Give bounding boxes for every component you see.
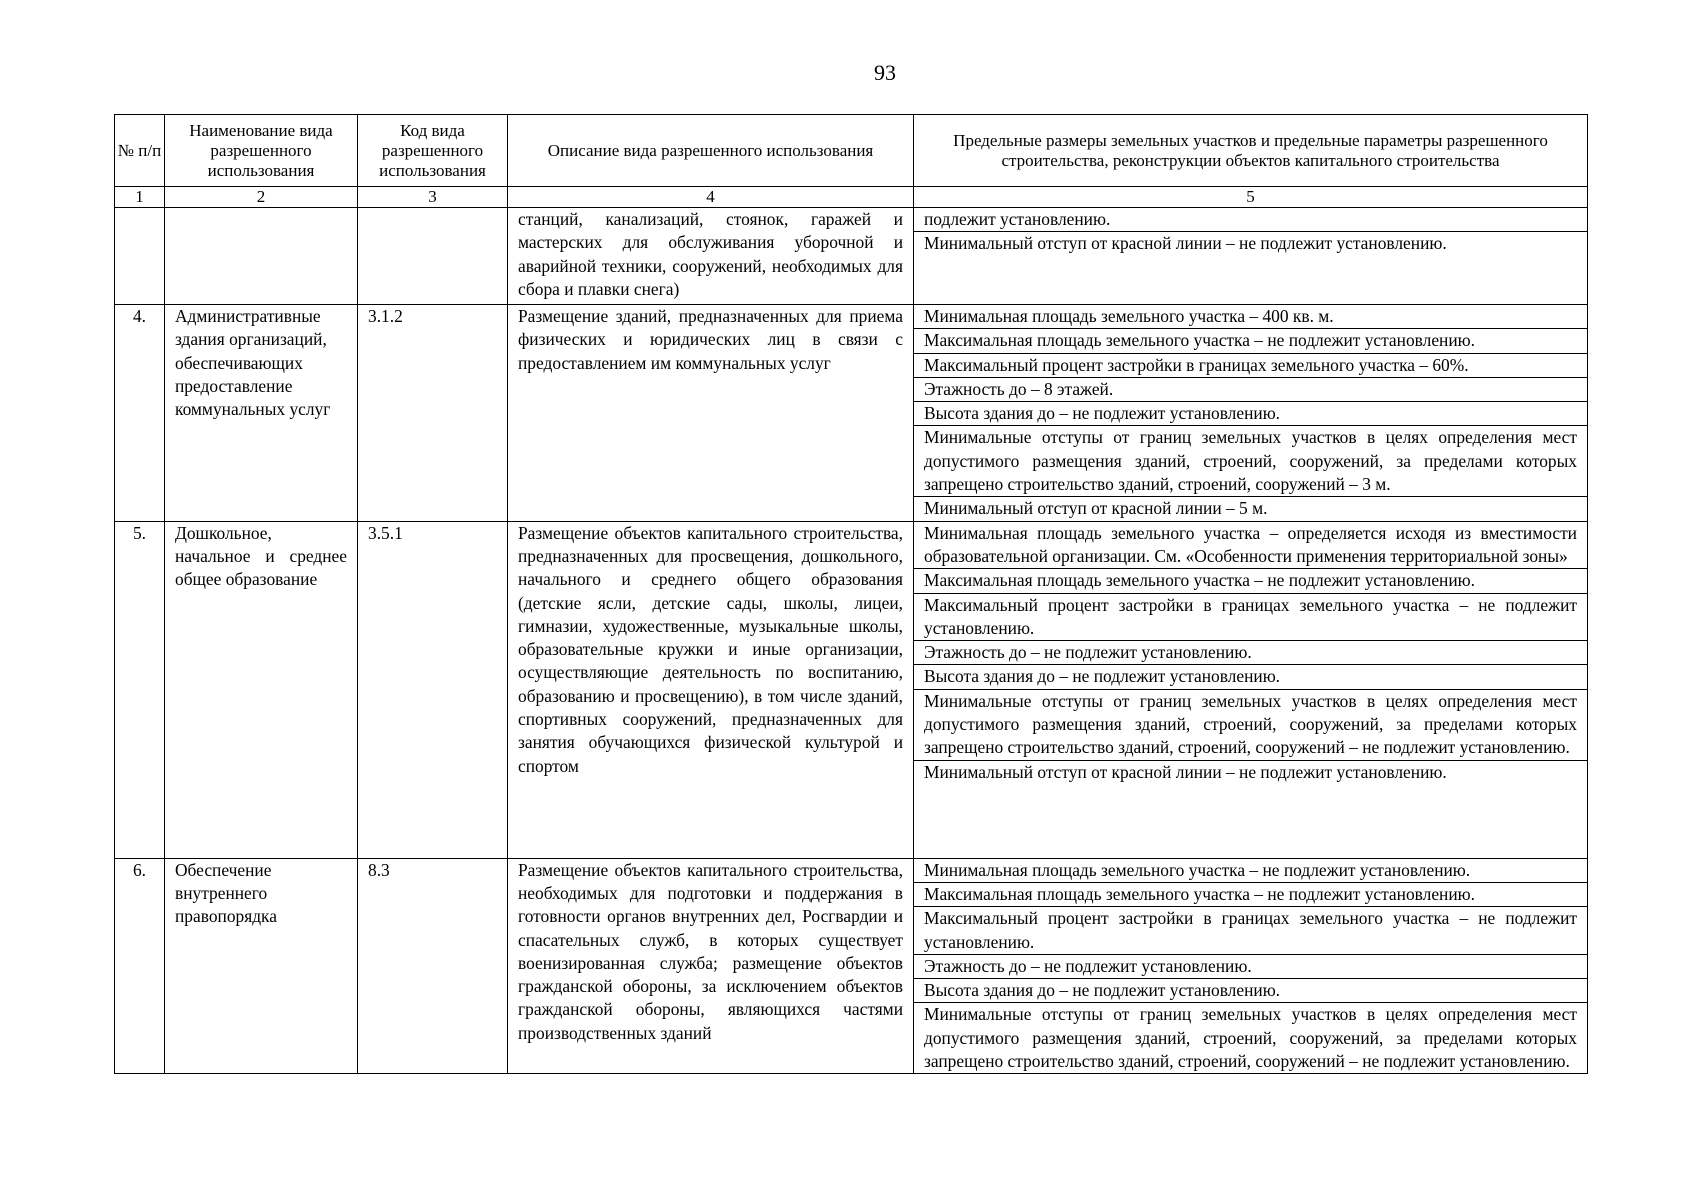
header-parameters: Предельные размеры земельных участков и предельные параметры разрешенного строительства, реконструкции объектов капитального строительства xyxy=(914,115,1588,187)
column-number-5: 5 xyxy=(914,187,1588,208)
row-code: 8.3 xyxy=(358,858,508,1074)
table-row xyxy=(115,521,1588,858)
parameter-item: Минимальные отступы от границ земельных участков в целях определения мест допустимого размещения зданий, строений, сооружений, за пределами которых запрещено строительство зданий, строений, сооружений – не подлежит установлению. xyxy=(914,690,1587,761)
parameter-item: Максимальный процент застройки в границах земельного участка – 60%. xyxy=(914,354,1587,378)
parameter-item: Максимальный процент застройки в границах земельного участка – не подлежит установлению. xyxy=(914,907,1587,955)
row-name: Административные здания организаций, обеспечивающих предоставление коммунальных услуг xyxy=(165,305,358,522)
row-parameters xyxy=(914,521,1588,858)
header-code: Код вида разрешенного использования xyxy=(358,115,508,187)
parameter-item: Минимальная площадь земельного участка – 400 кв. м. xyxy=(914,305,1587,329)
parameter-item: Максимальный процент застройки в границах земельного участка – не подлежит установлению. xyxy=(914,594,1587,642)
row-description: Размещение зданий, предназначенных для приема физических и юридических лиц в связи с предоставлением им коммунальных услуг xyxy=(508,305,914,522)
header-number: № п/п xyxy=(115,115,165,187)
parameter-item: Минимальный отступ от красной линии – 5 м. xyxy=(924,498,1268,519)
row-parameters xyxy=(914,858,1588,1074)
parameter-item: Минимальный отступ от красной линии – не подлежит установлению. xyxy=(924,761,1447,782)
table-row xyxy=(115,858,1588,1074)
row-code: 3.5.1 xyxy=(358,521,508,858)
column-number-1: 1 xyxy=(115,187,165,208)
row-number xyxy=(115,208,165,305)
column-number-3: 3 xyxy=(358,187,508,208)
row-number: 6. xyxy=(115,858,165,1074)
parameter-item: Этажность до – не подлежит установлению. xyxy=(914,641,1587,665)
parameter-item: Высота здания до – не подлежит установлению. xyxy=(914,979,1587,1003)
row-number: 4. xyxy=(115,305,165,522)
parameter-item: Этажность до – 8 этажей. xyxy=(914,378,1587,402)
row-description: Размещение объектов капитального строительства, предназначенных для просвещения, дошкольного, начального и среднего общего образования (детские ясли, детские сады, школы, лицеи, гимназии, художественные, музыкальные школы, образовательные кружки и иные организации, осуществляющие деятельность по воспитанию, образованию и просвещению), в том числе зданий, спортивных сооружений, предназначенных для занятия обучающихся физической культурой и спортом xyxy=(508,521,914,858)
parameter-item: Высота здания до – не подлежит установлению. xyxy=(914,402,1587,426)
header-description: Описание вида разрешенного использования xyxy=(508,115,914,187)
parameter-item: Минимальные отступы от границ земельных участков в целях определения мест допустимого размещения зданий, строений, сооружений, за пределами которых запрещено строительство зданий, строений, сооружений – не подлежит установлению. xyxy=(924,1004,1577,1072)
row-code: 3.1.2 xyxy=(358,305,508,522)
parameter-item: Минимальный отступ от красной линии – не подлежит установлению. xyxy=(924,233,1447,254)
parameter-item: Этажность до – не подлежит установлению. xyxy=(914,955,1587,979)
row-name: Дошкольное, начальное и среднее общее образование xyxy=(165,521,358,858)
parameter-item: Минимальная площадь земельного участка – определяется исходя из вместимости образовательной организации. См. «Особенности применения территориальной зоны» xyxy=(914,522,1587,570)
column-number-2: 2 xyxy=(165,187,358,208)
parameter-item: Минимальные отступы от границ земельных участков в целях определения мест допустимого размещения зданий, строений, сооружений, за пределами которых запрещено строительство зданий, строений, сооружений – 3 м. xyxy=(914,426,1587,497)
row-code xyxy=(358,208,508,305)
parameter-item: Минимальная площадь земельного участка – не подлежит установлению. xyxy=(914,859,1587,883)
row-description: станций, канализаций, стоянок, гаражей и мастерских для обслуживания уборочной и аварийной техники, сооружений, необходимых для сбора и плавки снега) xyxy=(508,208,914,305)
table-row xyxy=(115,208,1588,305)
table-row xyxy=(115,305,1588,522)
land-use-table xyxy=(114,114,1588,1074)
parameter-item: Максимальная площадь земельного участка – не подлежит установлению. xyxy=(914,883,1587,907)
parameter-item: Максимальная площадь земельного участка – не подлежит установлению. xyxy=(914,569,1587,593)
row-name: Обеспечение внутреннего правопорядка xyxy=(165,858,358,1074)
header-name: Наименование вида разрешенного использования xyxy=(165,115,358,187)
parameter-item: подлежит установлению. xyxy=(914,208,1587,232)
row-number: 5. xyxy=(115,521,165,858)
row-name xyxy=(165,208,358,305)
row-description: Размещение объектов капитального строительства, необходимых для подготовки и поддержания в готовности органов внутренних дел, Росгвардии и спасательных служб, в которых существует военизированная служба; размещение объектов гражданской обороны, за исключением объектов гражданской обороны, являющихся частями производственных зданий xyxy=(508,858,914,1074)
parameter-item: Максимальная площадь земельного участка – не подлежит установлению. xyxy=(914,329,1587,353)
page-number: 93 xyxy=(874,60,896,85)
parameter-item: Высота здания до – не подлежит установлению. xyxy=(914,665,1587,689)
column-number-4: 4 xyxy=(508,187,914,208)
row-parameters xyxy=(914,208,1588,305)
row-parameters xyxy=(914,305,1588,522)
